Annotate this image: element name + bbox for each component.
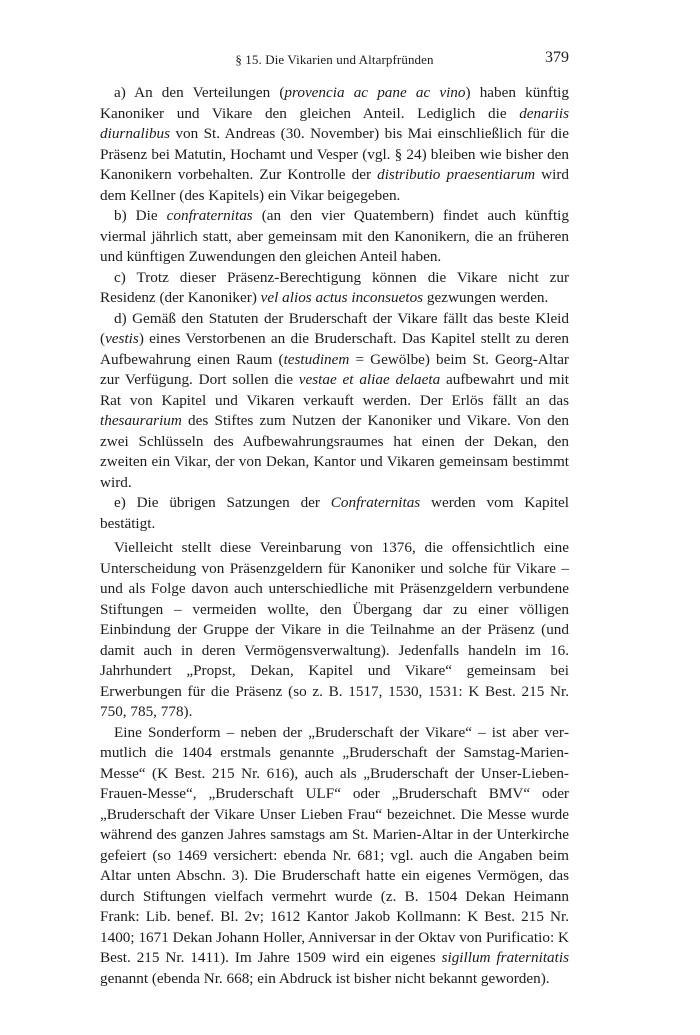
paragraph-d xyxy=(100,309,569,494)
running-title: § 15. Die Vikarien und Altarpfründen xyxy=(235,52,434,67)
paragraph-sonderform xyxy=(100,723,569,990)
text-run: ) haben künftig Kanoniker und Vikare den gleichen Anteil. Lediglich die xyxy=(100,84,569,122)
italic-term: testudinem xyxy=(283,350,350,368)
body-text xyxy=(100,83,569,989)
italic-term: distributio praesentiarum xyxy=(377,166,536,183)
paragraph-e xyxy=(100,493,569,534)
italic-term: Confraternitas xyxy=(330,494,421,511)
text-run: ) eines Verstorbenen an die Bruderschaft. Das Kapitel stellt zu deren Aufbewahrung einen Raum ( xyxy=(100,330,569,368)
italic-term: confraternitas xyxy=(166,207,253,224)
italic-term: thesaurarium xyxy=(100,412,182,429)
page-number: 379 xyxy=(545,49,569,66)
paragraph-b xyxy=(100,206,569,268)
text-run: gezwungen werden. xyxy=(423,289,549,306)
text-run: des Stiftes zum Nutzen der Kanoniker und Vikare. Von den zwei Schlüsseln des Aufbewahrungsraumes hat einen der Dekan, den zweiten ein Vikar, der von Dekan, Kantor und Vikaren gemeinsam bestimmt wird. xyxy=(100,412,569,491)
text-run: Vielleicht stellt diese Vereinbarung von 1376, die offensichtlich eine Unterscheidung von Präsenzgeldern für Kanoniker und solche für Vikare – und als Folge davon auch unterschiedliche mit Präsenzgeldern verbundene Stiftungen – vermeiden wollte, den Übergang dar zu einer völligen Einbindung der Gruppe der Vikare in die Teilnahme an der Präsenz (und damit auch in deren Vermögensverwaltung). Jedenfalls handeln im 16. Jahrhundert „Propst, Dekan, Kapitel und Vikare“ gemeinsam bei Erwerbungen für die Präsenz (so z. B. 1517, 1530, 1531: K Best. 215 Nr. 750, 785, 778). xyxy=(100,539,569,720)
text-run: = Gewölbe) beim St. Georg-Altar zur Verfügung. Dort sollen die xyxy=(100,350,569,388)
text-run: (an den vier Quatembern) findet auch künftig viermal jährlich statt, aber gemeinsam mit den Kanonikern, die an früheren und künftigen Zuwendungen den gleichen Anteil haben. xyxy=(100,207,569,265)
italic-term: vestis xyxy=(105,330,139,347)
text-run: aufbewahrt und mit Rat von Kapitel und Vikaren verkauft werden. Der Erlös fällt an das xyxy=(100,371,570,409)
text-run: e) Die übrigen Satzungen der xyxy=(114,494,331,511)
text-run: genannt (ebenda Nr. 668; ein Abdruck ist bisher nicht bekannt geworden). xyxy=(100,969,550,987)
italic-term: provencia ac pane ac vino xyxy=(284,84,466,101)
text-run: wird dem Kellner (des Kapitels) ein Vikar beigegeben. xyxy=(100,166,569,204)
paragraph-c xyxy=(100,268,569,309)
text-run: a) An den Verteilungen ( xyxy=(114,84,285,101)
text-run: d) Gemäß den Statuten der Bruderschaft der Vikare fällt das beste Kleid ( xyxy=(100,309,569,347)
running-head xyxy=(100,49,569,71)
italic-term: vestae et aliae delaeta xyxy=(298,371,441,388)
italic-term: sigillum fraternitatis xyxy=(441,949,570,966)
text-run: von St. Andreas (30. November) bis Mai einschließlich für die Präsenz bei Matutin, Hochamt und Vesper (vgl. § 24) bleiben wie bisher den Kanonikern vorbehalten. Zur Kontrolle der xyxy=(100,125,569,183)
text-run: b) Die xyxy=(114,207,167,224)
italic-term: denariis diurnalibus xyxy=(100,104,569,142)
italic-term: vel alios actus inconsuetos xyxy=(260,289,424,306)
text-run: werden vom Kapitel bestätigt. xyxy=(100,494,570,532)
text-run: Eine Sonderform – neben der „Bruderschaft der Vikare“ – ist aber vermutlich die 1404 erstmals genannte „Bruderschaft der Samstag-Marien-Messe“ (K Best. 215 Nr. 616), auch als „Bruderschaft der Unser-Lieben-Frauen-Messe“, „Bruderschaft ULF“ oder „Bruderschaft BMV“ oder „Bruderschaft der Vikare Unser Lieben Frau“ bezeichnet. Die Messe wurde während des ganzen Jahres samstags am St. Marien-Altar in der Unterkirche gefeiert (so 1469 versichert: ebenda Nr. 681; vgl. auch die Angaben beim Altar unten Abschn. 3). Die Bruderschaft hatte ein eigenes Vermögen, das durch Stiftungen vielfach vermehrt wurde (z. B. 1504 Dekan Heimann Frank: Lib. benef. Bl. 2v; 1612 Kantor Jakob Kollmann: K Best. 215 Nr. 1400; 1671 Dekan Johann Holler, Anniversar in der Oktav von Purificatio: K Best. 215 Nr. 1411). Im Jahre 1509 wird ein eigenes xyxy=(100,723,569,966)
paragraph-vereinbarung xyxy=(100,538,569,723)
text-run: c) Trotz dieser Präsenz-Berechtigung können die Vikare nicht zur Residenz (der Kanoniker) xyxy=(100,268,569,306)
paragraph-a xyxy=(100,83,569,206)
